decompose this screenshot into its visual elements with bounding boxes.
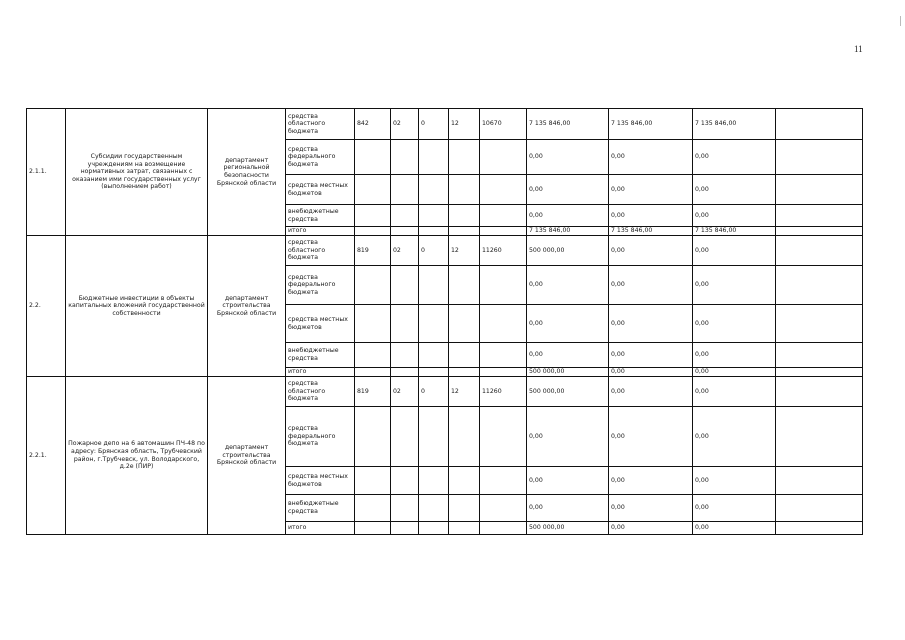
value-year3-cell: 0,00 bbox=[693, 368, 776, 377]
grbs-cell: 819 bbox=[355, 236, 391, 266]
source-cell: внебюджетные средства bbox=[286, 343, 355, 368]
source-cell: средства федерального бюджета bbox=[286, 407, 355, 467]
csr2-cell bbox=[480, 175, 527, 205]
pr-cell bbox=[419, 140, 449, 175]
rz-cell bbox=[391, 343, 419, 368]
pr-cell bbox=[419, 407, 449, 467]
csr1-cell: 12 bbox=[449, 377, 480, 407]
csr1-cell: 12 bbox=[449, 236, 480, 266]
value-year2-cell: 0,00 bbox=[609, 205, 693, 227]
value-year2-cell: 0,00 bbox=[609, 368, 693, 377]
value-year1-cell: 7 135 846,00 bbox=[527, 109, 609, 140]
pr-cell: 0 bbox=[419, 109, 449, 140]
pr-cell bbox=[419, 522, 449, 535]
pr-cell bbox=[419, 205, 449, 227]
csr1-cell bbox=[449, 368, 480, 377]
value-year3-cell: 7 135 846,00 bbox=[693, 109, 776, 140]
rz-cell bbox=[391, 227, 419, 236]
grbs-cell bbox=[355, 175, 391, 205]
rz-cell bbox=[391, 522, 419, 535]
value-year1-cell: 0,00 bbox=[527, 407, 609, 467]
csr2-cell bbox=[480, 522, 527, 535]
csr2-cell bbox=[480, 140, 527, 175]
value-year3-cell: 0,00 bbox=[693, 377, 776, 407]
value-year3-cell: 0,00 bbox=[693, 266, 776, 305]
value-year1-cell: 0,00 bbox=[527, 305, 609, 343]
department-cell: департамент региональной безопасности Брянской области bbox=[208, 109, 286, 236]
section-name-cell: Пожарное депо на 6 автомашин ПЧ-48 по адресу: Брянская область, Трубчевский район, г.Трубчевск, ул. Володарского, д.2е (ПИР) bbox=[66, 377, 208, 535]
value-year2-cell: 0,00 bbox=[609, 266, 693, 305]
csr1-cell bbox=[449, 467, 480, 495]
value-year1-cell: 0,00 bbox=[527, 175, 609, 205]
value-year3-cell: 0,00 bbox=[693, 305, 776, 343]
pr-cell bbox=[419, 467, 449, 495]
grbs-cell bbox=[355, 522, 391, 535]
csr2-cell bbox=[480, 343, 527, 368]
empty-cell bbox=[776, 109, 863, 140]
empty-cell bbox=[776, 467, 863, 495]
csr2-cell bbox=[480, 467, 527, 495]
value-year3-cell: 0,00 bbox=[693, 522, 776, 535]
table-row bbox=[27, 109, 863, 140]
value-year3-cell: 0,00 bbox=[693, 343, 776, 368]
csr1-cell bbox=[449, 495, 480, 522]
csr2-cell bbox=[480, 368, 527, 377]
source-cell: средства областного бюджета bbox=[286, 377, 355, 407]
pr-cell bbox=[419, 343, 449, 368]
grbs-cell bbox=[355, 495, 391, 522]
page-number: 11 bbox=[854, 44, 863, 54]
empty-cell bbox=[776, 305, 863, 343]
scan-edge-mark bbox=[900, 16, 901, 26]
value-year3-cell: 0,00 bbox=[693, 407, 776, 467]
value-year2-cell: 0,00 bbox=[609, 377, 693, 407]
grbs-cell bbox=[355, 407, 391, 467]
empty-cell bbox=[776, 368, 863, 377]
pr-cell bbox=[419, 495, 449, 522]
source-cell: средства местных бюджетов bbox=[286, 467, 355, 495]
csr1-cell bbox=[449, 522, 480, 535]
value-year2-cell: 0,00 bbox=[609, 407, 693, 467]
source-cell: средства федерального бюджета bbox=[286, 140, 355, 175]
value-year2-cell: 0,00 bbox=[609, 175, 693, 205]
rz-cell bbox=[391, 368, 419, 377]
value-year3-cell: 7 135 846,00 bbox=[693, 227, 776, 236]
value-year2-cell: 0,00 bbox=[609, 467, 693, 495]
source-cell: средства местных бюджетов bbox=[286, 175, 355, 205]
rz-cell: 02 bbox=[391, 377, 419, 407]
pr-cell bbox=[419, 368, 449, 377]
csr1-cell bbox=[449, 343, 480, 368]
csr1-cell bbox=[449, 205, 480, 227]
pr-cell bbox=[419, 305, 449, 343]
value-year3-cell: 0,00 bbox=[693, 140, 776, 175]
grbs-cell bbox=[355, 205, 391, 227]
grbs-cell bbox=[355, 140, 391, 175]
rz-cell: 02 bbox=[391, 236, 419, 266]
section-number-cell: 2.2.1. bbox=[27, 377, 66, 535]
rz-cell bbox=[391, 205, 419, 227]
csr1-cell: 12 bbox=[449, 109, 480, 140]
value-year3-cell: 0,00 bbox=[693, 495, 776, 522]
value-year1-cell: 0,00 bbox=[527, 467, 609, 495]
source-cell: внебюджетные средства bbox=[286, 495, 355, 522]
rz-cell: 02 bbox=[391, 109, 419, 140]
value-year3-cell: 0,00 bbox=[693, 467, 776, 495]
empty-cell bbox=[776, 205, 863, 227]
value-year2-cell: 7 135 846,00 bbox=[609, 109, 693, 140]
rz-cell bbox=[391, 266, 419, 305]
csr1-cell bbox=[449, 175, 480, 205]
csr2-cell bbox=[480, 266, 527, 305]
source-cell: средства федерального бюджета bbox=[286, 266, 355, 305]
value-year1-cell: 0,00 bbox=[527, 266, 609, 305]
csr2-cell: 10670 bbox=[480, 109, 527, 140]
csr1-cell bbox=[449, 266, 480, 305]
value-year2-cell: 0,00 bbox=[609, 140, 693, 175]
grbs-cell bbox=[355, 266, 391, 305]
csr1-cell bbox=[449, 227, 480, 236]
value-year1-cell: 0,00 bbox=[527, 140, 609, 175]
pr-cell: 0 bbox=[419, 236, 449, 266]
csr1-cell bbox=[449, 407, 480, 467]
empty-cell bbox=[776, 236, 863, 266]
csr2-cell bbox=[480, 495, 527, 522]
section-name-cell: Бюджетные инвестиции в объекты капитальных вложений государственной собственности bbox=[66, 236, 208, 377]
source-cell: итого bbox=[286, 522, 355, 535]
csr1-cell bbox=[449, 305, 480, 343]
department-cell: департамент строительства Брянской области bbox=[208, 377, 286, 535]
empty-cell bbox=[776, 495, 863, 522]
grbs-cell: 842 bbox=[355, 109, 391, 140]
empty-cell bbox=[776, 227, 863, 236]
grbs-cell: 819 bbox=[355, 377, 391, 407]
table-row bbox=[27, 236, 863, 266]
empty-cell bbox=[776, 522, 863, 535]
grbs-cell bbox=[355, 368, 391, 377]
empty-cell bbox=[776, 266, 863, 305]
csr2-cell: 11260 bbox=[480, 236, 527, 266]
csr2-cell: 11260 bbox=[480, 377, 527, 407]
pr-cell bbox=[419, 175, 449, 205]
value-year3-cell: 0,00 bbox=[693, 205, 776, 227]
value-year1-cell: 0,00 bbox=[527, 343, 609, 368]
pr-cell bbox=[419, 227, 449, 236]
source-cell: итого bbox=[286, 227, 355, 236]
grbs-cell bbox=[355, 227, 391, 236]
budget-table bbox=[26, 108, 863, 535]
section-number-cell: 2.1.1. bbox=[27, 109, 66, 236]
value-year3-cell: 0,00 bbox=[693, 175, 776, 205]
rz-cell bbox=[391, 140, 419, 175]
empty-cell bbox=[776, 343, 863, 368]
department-cell: департамент строительства Брянской области bbox=[208, 236, 286, 377]
rz-cell bbox=[391, 467, 419, 495]
value-year2-cell: 0,00 bbox=[609, 495, 693, 522]
value-year1-cell: 500 000,00 bbox=[527, 377, 609, 407]
budget-table-body bbox=[27, 109, 863, 535]
table-row bbox=[27, 377, 863, 407]
value-year2-cell: 0,00 bbox=[609, 343, 693, 368]
value-year1-cell: 0,00 bbox=[527, 495, 609, 522]
csr2-cell bbox=[480, 407, 527, 467]
rz-cell bbox=[391, 175, 419, 205]
source-cell: средства областного бюджета bbox=[286, 236, 355, 266]
grbs-cell bbox=[355, 305, 391, 343]
csr2-cell bbox=[480, 205, 527, 227]
grbs-cell bbox=[355, 467, 391, 495]
value-year2-cell: 7 135 846,00 bbox=[609, 227, 693, 236]
empty-cell bbox=[776, 407, 863, 467]
source-cell: итого bbox=[286, 368, 355, 377]
grbs-cell bbox=[355, 343, 391, 368]
value-year1-cell: 500 000,00 bbox=[527, 368, 609, 377]
pr-cell bbox=[419, 266, 449, 305]
value-year2-cell: 0,00 bbox=[609, 236, 693, 266]
value-year1-cell: 500 000,00 bbox=[527, 522, 609, 535]
section-number-cell: 2.2. bbox=[27, 236, 66, 377]
csr2-cell bbox=[480, 305, 527, 343]
value-year3-cell: 0,00 bbox=[693, 236, 776, 266]
rz-cell bbox=[391, 495, 419, 522]
value-year2-cell: 0,00 bbox=[609, 305, 693, 343]
section-name-cell: Субсидии государственным учреждениям на возмещение нормативных затрат, связанных с оказанием ими государственных услуг (выполнением работ) bbox=[66, 109, 208, 236]
rz-cell bbox=[391, 305, 419, 343]
value-year1-cell: 500 000,00 bbox=[527, 236, 609, 266]
value-year2-cell: 0,00 bbox=[609, 522, 693, 535]
empty-cell bbox=[776, 377, 863, 407]
rz-cell bbox=[391, 407, 419, 467]
source-cell: внебюджетные средства bbox=[286, 205, 355, 227]
pr-cell: 0 bbox=[419, 377, 449, 407]
source-cell: средства областного бюджета bbox=[286, 109, 355, 140]
value-year1-cell: 7 135 846,00 bbox=[527, 227, 609, 236]
csr1-cell bbox=[449, 140, 480, 175]
csr2-cell bbox=[480, 227, 527, 236]
empty-cell bbox=[776, 175, 863, 205]
value-year1-cell: 0,00 bbox=[527, 205, 609, 227]
empty-cell bbox=[776, 140, 863, 175]
source-cell: средства местных бюджетов bbox=[286, 305, 355, 343]
